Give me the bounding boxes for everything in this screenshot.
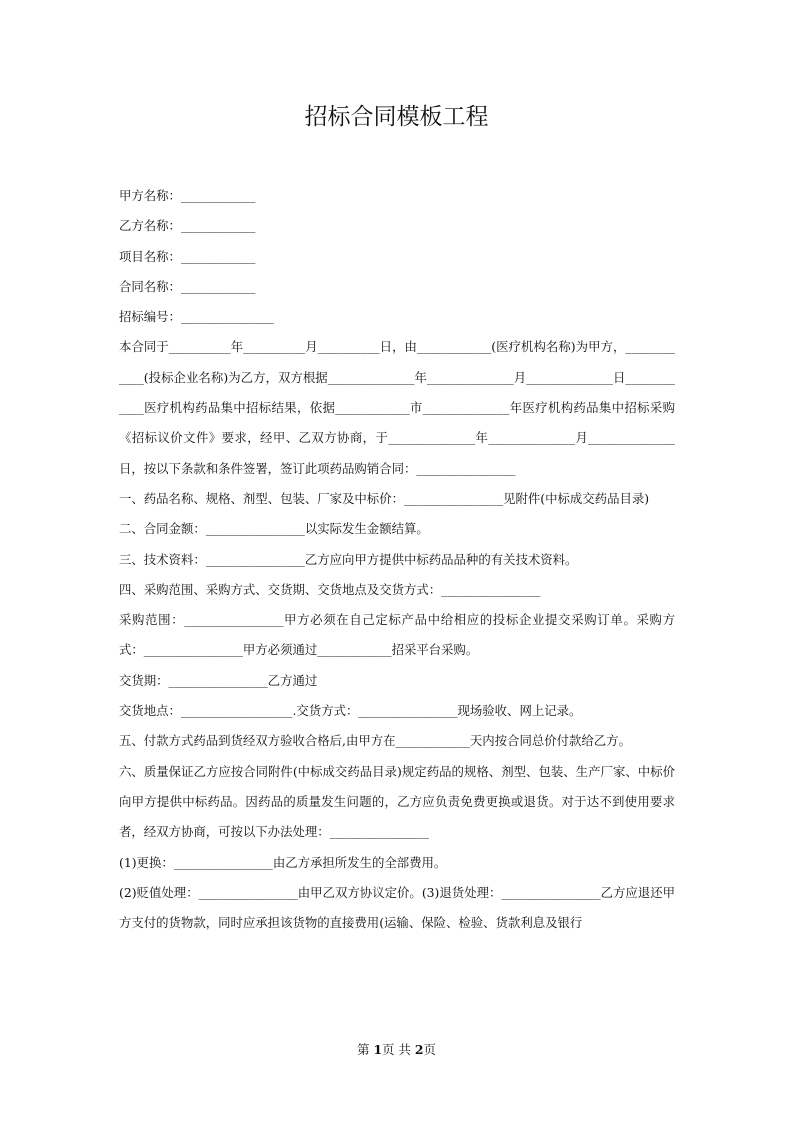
delivery-period-line: 交货期：________________乙方通过 [119,672,318,688]
procurement-scope-paragraph: 采购范围：________________甲方必须在自己定标产品中给相应的投标企业提交采购订单。采购方式：________________甲方必须通过____________招采平台采购。 [119,612,675,658]
replacement-line: (1)更换：________________由乙方承担所发生的全部费用。 [119,854,447,870]
clause-5-paragraph: 五、付款方式药品到货经双方验收合格后,由甲方在____________天内按合同总价付款给乙方。 [119,733,631,749]
document-body [119,181,675,938]
contract-preamble-paragraph: 本合同于__________年__________月__________日，由____________(医疗机构名称)为甲方，____________(投标企业名称)为乙方，双方根据______________年______________月______________日____________医疗机构药品集中招标结果，依据____________市______________年医疗机构药品集中招标采购《招标议价文件》要求，经甲、乙双方协商，于______________年______________月______________日，按以下条款和条件签署，签订此项药品购销合同：________________ [119,339,675,476]
clause-2-paragraph: 二、合同金额：________________以实际发生金额结算。 [119,521,429,537]
document-title: 招标合同模板工程 [304,104,489,130]
footer-suffix: 页 [423,1042,436,1057]
project-name-line: 项目名称：____________ [119,248,256,264]
party-a-name-line: 甲方名称：____________ [119,188,256,203]
depreciation-return-paragraph: (2)贬值处理：________________由甲乙双方协议定价。(3)退货处理：________________乙方应退还甲方支付的货物款，同时应承担该货物的直接费用(运输、保险、检验、货款利息及银行 [119,884,675,931]
clause-1-paragraph: 一、药品名称、规格、剂型、包装、厂家及中标价：________________见附件(中标成交药品目录) [119,490,650,506]
total-pages-number: 2 [414,1042,424,1057]
party-b-name-line: 乙方名称：____________ [119,218,256,234]
current-page-number: 1 [373,1042,383,1057]
clause-6-paragraph: 六、质量保证乙方应按合同附件(中标成交药品目录)规定药品的规格、剂型、包装、生产厂家、中标价向甲方提供中标药品。因药品的质量发生问题的，乙方应负责免费更换或退货。对于达不到使用要求者，经双方协商，可按以下办法处理：________________ [119,763,675,840]
clause-3-paragraph: 三、技术资料：________________乙方应向甲方提供中标药品品种的有关技术资料。 [119,551,578,567]
tender-number-line: 招标编号：_______________ [119,309,274,325]
clause-4-paragraph: 四、采购范围、采购方式、交货期、交货地点及交货方式：________________ [119,581,541,597]
footer-prefix: 第 [357,1042,374,1057]
contract-name-line: 合同名称：____________ [119,278,256,294]
delivery-location-line: 交货地点：__________________.交货方式：________________现场验收、网上记录。 [119,703,582,719]
page-footer [0,1040,793,1060]
footer-middle: 页 共 [382,1042,415,1057]
